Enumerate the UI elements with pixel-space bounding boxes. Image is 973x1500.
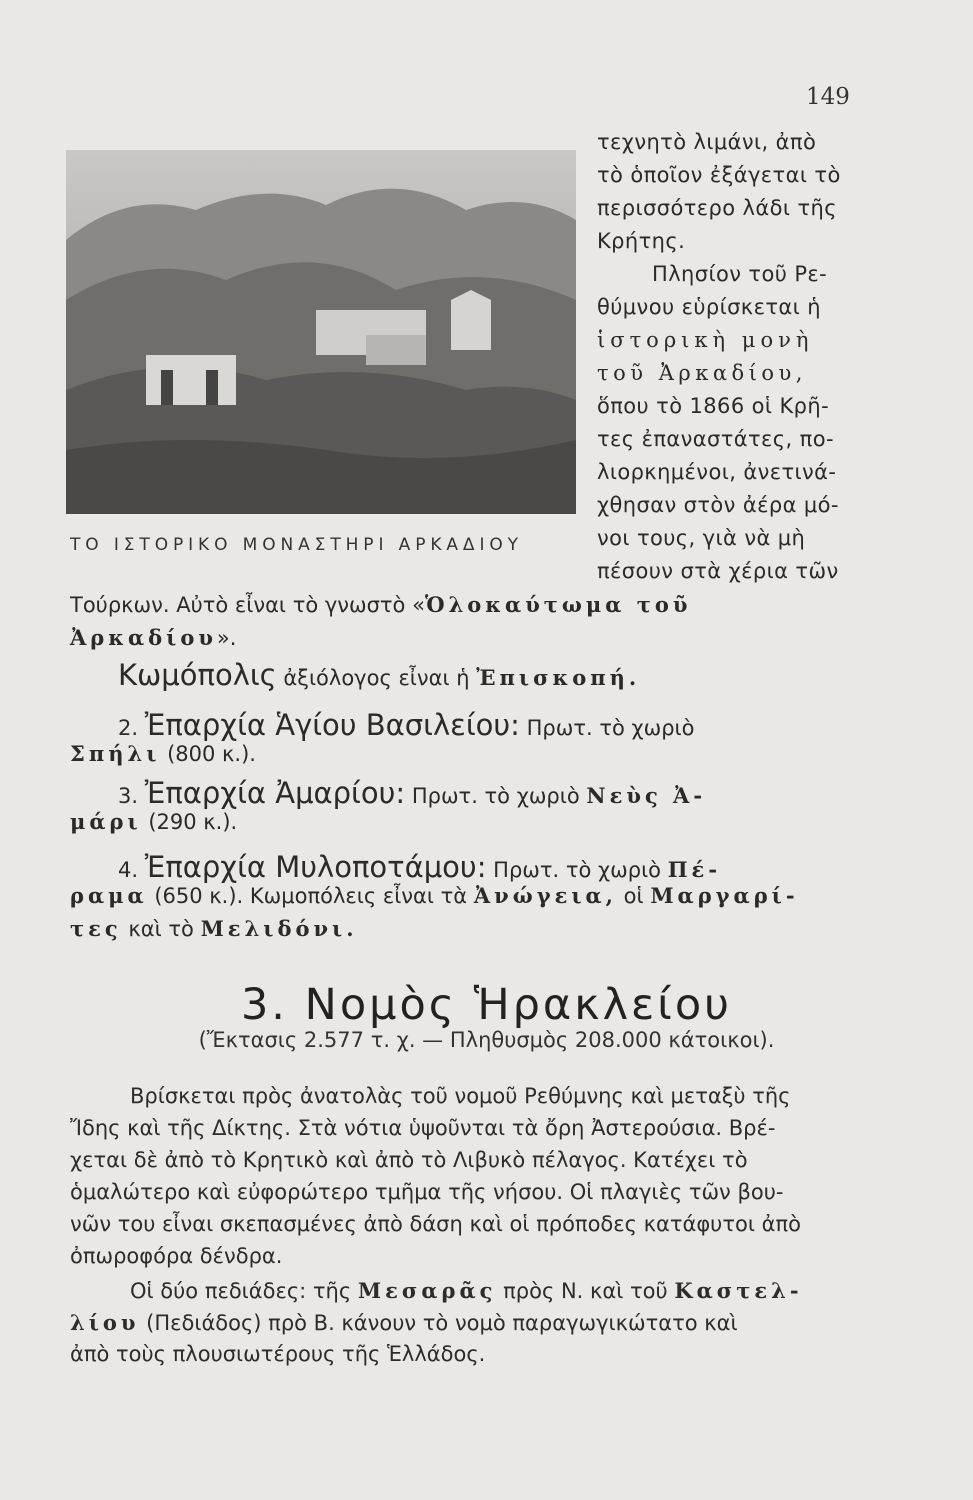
item-4-continued-2 bbox=[70, 916, 358, 941]
item-4-line bbox=[118, 850, 721, 884]
item-number: 4. bbox=[118, 858, 139, 882]
place-name: Σπήλι bbox=[70, 741, 161, 766]
body-text: Τούρκων. Αὐτὸ εἶναι τὸ γνωστὸ « bbox=[70, 593, 425, 617]
side-text-emph: ἱστορικὴ μονὴ bbox=[597, 328, 814, 352]
side-text-emph: τοῦ Ἀρκαδίου, bbox=[597, 361, 807, 385]
side-text-line: περισσότερο λάδι τῆς bbox=[597, 196, 837, 220]
side-text-line: τεχνητὸ λιμάνι, ἀπὸ bbox=[597, 130, 817, 154]
town-name: τες bbox=[70, 916, 122, 941]
body-text: Πρωτ. τὸ χωριὸ bbox=[411, 784, 580, 808]
paragraph-line: Ἴδης καὶ τῆς Δίκτης. Στὰ νότια ὑψοῦνται τὰ ὄρη Ἀστερούσια. Βρέ- bbox=[70, 1116, 776, 1140]
side-text-line: πέσουν στὰ χέρια τῶν bbox=[597, 559, 839, 583]
side-text-line: ὅπου τὸ 1866 οἱ Κρῆ- bbox=[597, 394, 830, 418]
komopolis-label: Κωμόπολις bbox=[118, 658, 277, 692]
side-text-line: θύμνου εὑρίσκεται ἡ bbox=[597, 295, 821, 319]
section-subheading: (Ἔκτασις 2.577 τ. χ. — Πληθυσμὸς 208.000 κάτοικοι). bbox=[198, 1028, 775, 1052]
item-title: Ἐπαρχία Ἀμαρίου: bbox=[144, 776, 406, 810]
place-name: Πέ- bbox=[667, 857, 722, 882]
body-text: ». bbox=[216, 626, 237, 650]
body-text: (650 κ.). Κωμοπόλεις εἶναι τὰ bbox=[154, 884, 468, 908]
paragraph-line bbox=[70, 1278, 853, 1310]
item-4-continued bbox=[70, 883, 799, 908]
place-name: Ἐπισκοπή. bbox=[476, 665, 641, 690]
side-text-line: τες ἐπαναστάτες, πο- bbox=[597, 427, 834, 451]
side-text-line: χθησαν στὸν ἀέρα μό- bbox=[597, 493, 839, 517]
monastery-photo bbox=[66, 150, 576, 514]
monastery-photo-illustration bbox=[66, 150, 576, 514]
side-text-line: τὸ ὁποῖον ἐξάγεται τὸ bbox=[597, 163, 841, 187]
paragraph-line: ὁμαλώτερο καὶ εὐφορώτερο τμῆμα τῆς νήσου. Οἱ πλαγιὲς τῶν βου- bbox=[70, 1180, 784, 1204]
body-text: (800 κ.). bbox=[167, 742, 256, 766]
item-title: Ἐπαρχία Μυλοποτάμου: bbox=[144, 850, 487, 884]
body-text: ἀξιόλογος εἶναι ἡ bbox=[283, 666, 470, 690]
paragraph-line: Βρίσκεται πρὸς ἀνατολὰς τοῦ νομοῦ Ρεθύμνης καὶ μεταξὺ τῆς bbox=[130, 1084, 791, 1108]
body-text: καὶ τὸ bbox=[128, 917, 194, 941]
body-text: Πρωτ. τὸ χωριὸ bbox=[526, 716, 695, 740]
side-text-line: Κρήτης. bbox=[597, 229, 686, 253]
photo-caption: ΤΟ ΙΣΤΟΡΙΚΟ ΜΟΝΑΣΤΗΡΙ ΑΡΚΑΔΙΟΥ bbox=[70, 535, 523, 555]
holocaust-emph: Ὁλοκαύτωμα τοῦ bbox=[424, 592, 692, 617]
body-line bbox=[70, 592, 691, 617]
side-text-line: λιορκημένοι, ἀνετινά- bbox=[597, 460, 837, 484]
body-text: (290 κ.). bbox=[148, 810, 238, 834]
side-text-line: νοι τους, γιὰ νὰ μὴ bbox=[597, 526, 806, 550]
place-name: ραμα bbox=[70, 883, 148, 908]
item-number: 3. bbox=[118, 784, 139, 808]
side-text-line: Πλησίον τοῦ Ρε- bbox=[652, 262, 828, 286]
paragraph-line: ὀπωροφόρα δένδρα. bbox=[70, 1244, 283, 1268]
paragraph-line: νῶν του εἶναι σκεπασμένες ἀπὸ δάση καὶ οἱ πρόποδες κατάφυτοι ἀπὸ bbox=[70, 1212, 801, 1236]
plain-name: Μεσαρᾶς bbox=[357, 1278, 497, 1303]
plain-name: Καστελ- bbox=[674, 1278, 803, 1303]
item-2-continued bbox=[70, 741, 256, 766]
town-name: Μελιδόνι. bbox=[200, 916, 358, 941]
place-name: Νεὺς Ἀ- bbox=[586, 783, 707, 808]
paragraph-2 bbox=[70, 1278, 853, 1374]
body-text: (Πεδιάδος) πρὸ Β. κάνουν τὸ νομὸ παραγωγικώτατο καὶ bbox=[146, 1311, 738, 1335]
page-number: 149 bbox=[806, 84, 850, 110]
item-3-line bbox=[118, 776, 706, 810]
body-text: πρὸς Ν. καὶ τοῦ bbox=[503, 1279, 668, 1303]
place-name: μάρι bbox=[70, 809, 142, 834]
body-text: Οἱ δύο πεδιάδες: τῆς bbox=[130, 1279, 352, 1303]
paragraph-line: χεται δὲ ἀπὸ τὸ Κρητικὸ καὶ ἀπὸ τὸ Λιβυκὸ πέλαγος. Κατέχει τὸ bbox=[70, 1148, 748, 1172]
body-text: οἱ bbox=[623, 884, 644, 908]
item-2-line bbox=[118, 708, 695, 742]
body-text: Πρωτ. τὸ χωριὸ bbox=[493, 858, 662, 882]
body-line bbox=[70, 625, 236, 650]
town-name: Μαργαρί- bbox=[650, 883, 799, 908]
komopolis-line bbox=[118, 658, 640, 692]
arkadi-emph: Ἀρκαδίου bbox=[70, 625, 217, 650]
item-number: 2. bbox=[118, 716, 139, 740]
town-name: Ἀνώγεια, bbox=[473, 883, 617, 908]
item-3-continued bbox=[70, 809, 237, 834]
paragraph-line bbox=[70, 1310, 853, 1342]
paragraph-1 bbox=[70, 1084, 853, 1276]
section-heading: 3. Νομὸς Ἡρακλείου bbox=[240, 980, 733, 1030]
paragraph-line: ἀπὸ τοὺς πλουσιωτέρους τῆς Ἑλλάδος. bbox=[70, 1342, 486, 1366]
plain-name: λίου bbox=[70, 1310, 140, 1335]
item-title: Ἐπαρχία Ἁγίου Βασιλείου: bbox=[144, 708, 520, 742]
